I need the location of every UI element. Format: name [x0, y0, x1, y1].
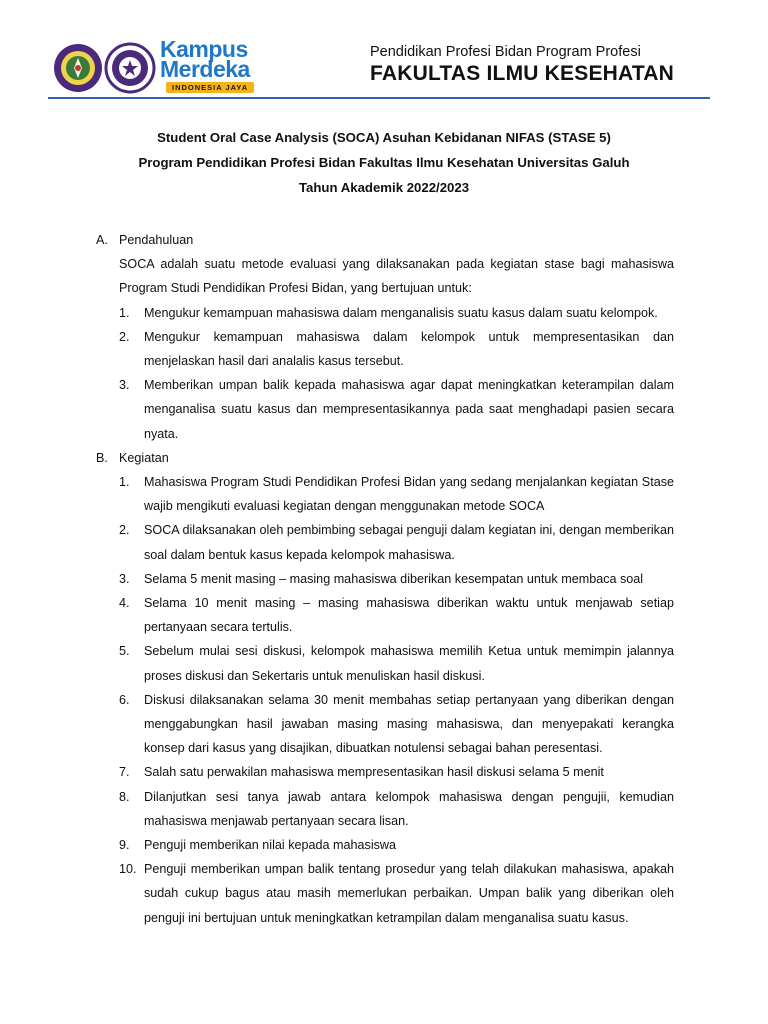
item-text: Mengukur kemampuan mahasiswa dalam menganalisis suatu kasus dalam suatu kelompok.	[144, 305, 658, 320]
list-item	[119, 567, 674, 591]
item-number: 2.	[119, 523, 130, 538]
doc-title-line-2: Program Pendidikan Profesi Bidan Fakultas Ilmu Kesehatan Universitas Galuh	[138, 155, 630, 170]
header-divider	[48, 97, 710, 99]
item-number: 7.	[119, 765, 130, 780]
list-item	[119, 833, 674, 857]
item-number: 3.	[119, 571, 130, 586]
list-item	[119, 325, 674, 373]
university-seal-logo	[52, 42, 104, 94]
item-number: 3.	[119, 378, 130, 393]
section-a-list	[119, 301, 674, 446]
item-number: 9.	[119, 838, 130, 853]
item-number: 4.	[119, 596, 130, 611]
list-item	[119, 760, 674, 784]
page-header	[0, 0, 768, 100]
item-number: 1.	[119, 475, 130, 490]
section-b-letter: B.	[96, 450, 108, 465]
faculty-seal-logo	[104, 42, 156, 94]
list-item	[119, 857, 674, 930]
item-text: Diskusi dilaksanakan selama 30 menit membahas setiap pertanyaan yang diberikan dengan menggabungkan hasil jawaban masing masing mahasiswa, dan menyepakati kerangka konsep dari kasus yang disajikan, dibuatkan notulensi sebagai bahan peresentasi.	[144, 692, 674, 756]
item-text: Dilanjutkan sesi tanya jawab antara kelompok mahasiswa dengan pengujii, kemudian mahasiswa menjawab pertanyaan secara lisan.	[144, 789, 674, 828]
doc-title-line-3: Tahun Akademik 2022/2023	[298, 180, 470, 195]
item-text: Sebelum mulai sesi diskusi, kelompok mahasiswa memilih Ketua untuk memimpin jalannya proses diskusi dan Sekertaris untuk menuliskan hasil diskusi.	[144, 644, 674, 683]
merdeka-logo-text: Merdeka	[160, 56, 250, 82]
item-number: 1.	[119, 305, 130, 320]
item-text: Selama 10 menit masing – masing mahasiswa diberikan waktu untuk menjawab setiap pertanyaan secara tertulis.	[144, 596, 674, 635]
item-text: Mengukur kemampuan mahasiswa dalam kelompok untuk mempresentasikan dan menjelaskan hasil dari analalis kasus tersebut.	[144, 329, 674, 369]
item-text: Selama 5 menit masing – masing mahasiswa diberikan kesempatan untuk membaca soal	[144, 571, 644, 586]
kampus-merdeka-logo	[160, 38, 262, 96]
list-item	[119, 301, 674, 325]
indonesia-jaya-band: INDONESIA JAYA	[166, 82, 254, 93]
section-b	[96, 446, 674, 930]
item-number: 8.	[119, 789, 130, 804]
item-number: 6.	[119, 692, 130, 707]
list-item	[119, 785, 674, 833]
section-b-heading: Kegiatan	[119, 450, 169, 465]
item-number: 10.	[119, 862, 137, 877]
item-text: SOCA dilaksanakan oleh pembimbing sebagai penguji dalam kegiatan ini, dengan memberikan soal dalam bentuk kasus kepada kelompok mahasiswa.	[144, 523, 674, 562]
document-body	[96, 228, 674, 930]
header-subtitle: Pendidikan Profesi Bidan Program Profesi	[370, 44, 641, 60]
item-number: 5.	[119, 644, 130, 659]
list-item	[119, 373, 674, 446]
list-item	[119, 688, 674, 761]
item-text: Penguji memberikan umpan balik tentang prosedur yang telah dilakukan mahasiswa, apakah sudah cukup bagus atau masih memerlukan perbaikan. Umpan balik yang diberikan oleh penguji ini bertujuan untuk meningkatkan ketrampilan dalam menganalisa suatu kasus.	[144, 862, 674, 925]
list-item	[119, 639, 674, 687]
list-item	[119, 470, 674, 518]
section-a	[96, 228, 674, 446]
doc-title-line-1: Student Oral Case Analysis (SOCA) Asuhan Kebidanan NIFAS (STASE 5)	[157, 130, 611, 145]
item-text: Penguji memberikan nilai kepada mahasiswa	[144, 838, 397, 853]
section-a-letter: A.	[96, 233, 108, 247]
item-text: Mahasiswa Program Studi Pendidikan Profesi Bidan yang sedang menjalankan kegiatan Stase wajib mengikuti evaluasi kegiatan dengan menggunakan metode SOCA	[144, 475, 674, 514]
document-title-block	[0, 125, 768, 200]
list-item	[119, 518, 674, 566]
section-b-list	[119, 470, 674, 930]
kampus-logo-text: Kampus	[160, 36, 248, 62]
item-number: 2.	[119, 329, 130, 344]
list-item	[119, 591, 674, 639]
item-text: Salah satu perwakilan mahasiswa mempresentasikan hasil diskusi selama 5 menit	[144, 765, 604, 780]
item-text: Memberikan umpan balik kepada mahasiswa agar dapat meningkatkan keterampilan dalam menganalisa suatu kasus dan mempresentasikannya pada saat menghadapi pasien secara nyata.	[144, 378, 674, 441]
section-a-heading: Pendahuluan	[119, 233, 194, 247]
header-title: FAKULTAS ILMU KESEHATAN	[370, 62, 675, 85]
section-a-intro: SOCA adalah suatu metode evaluasi yang dilaksanakan pada kegiatan stase bagi mahasiswa Program Studi Pendidikan Profesi Bidan, yang bertujuan untuk:	[119, 257, 674, 296]
